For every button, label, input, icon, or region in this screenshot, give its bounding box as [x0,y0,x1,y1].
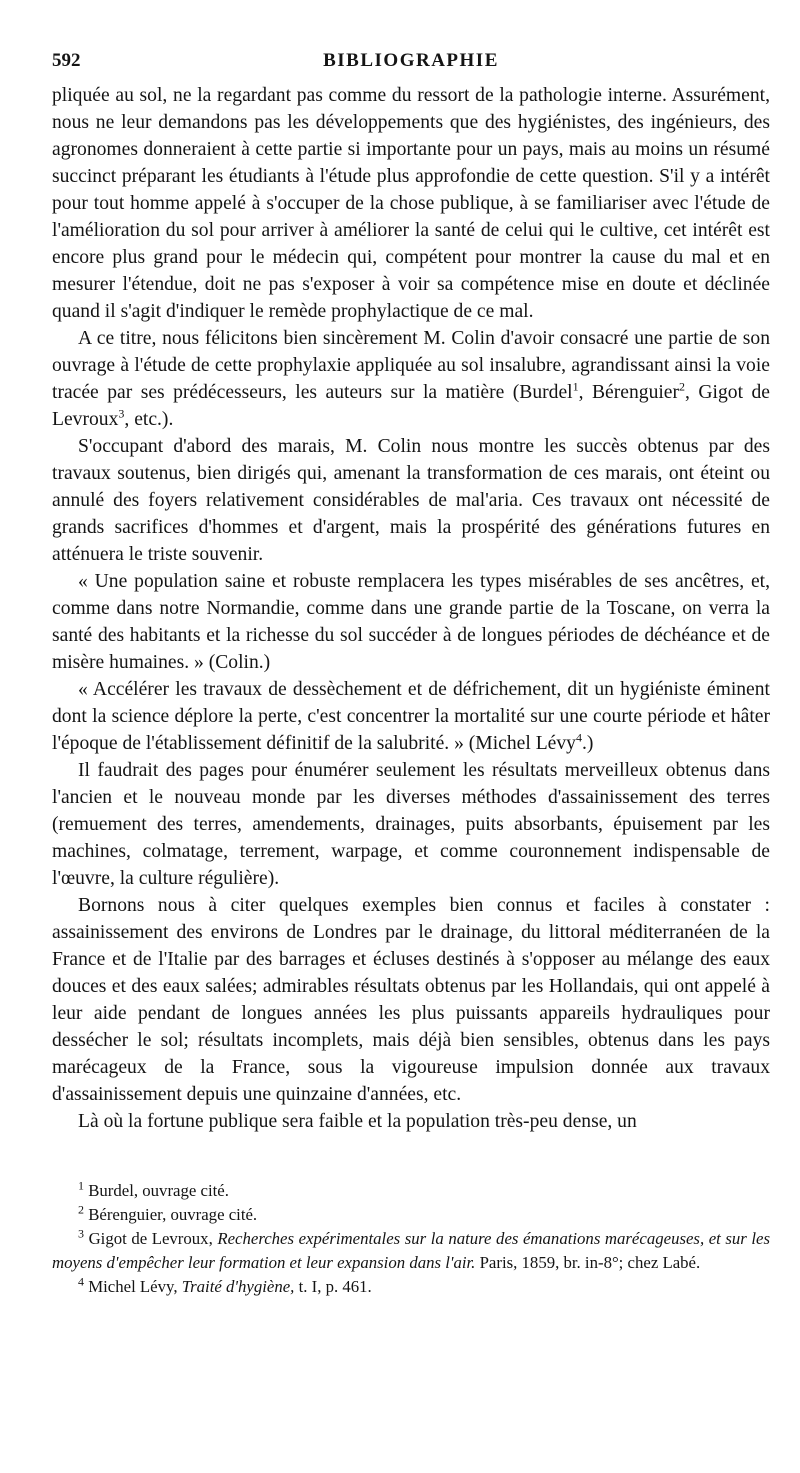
body-text [52,82,770,1135]
footnote [52,1275,770,1299]
text-segment: , etc.). [124,409,174,430]
footnote-text: t. I, p. 461. [294,1277,372,1296]
footnote-ref[interactable]: 2 [679,379,686,394]
footnote-text: Paris, 1859, br. in-8°; chez Labé. [475,1253,701,1272]
footnote-number: 3 [78,1226,84,1241]
footnote-number: 1 [78,1178,84,1193]
text-segment: « Une population saine et robuste remplacera les types misérables de ses ancêtres, et, comme dans notre Normandie, comme dans une grande partie de la Toscane, on verra la santé des habitants et la richesse du sol succéder à de longues périodes de déchéance et de misère humaines. » (Colin.) [52,571,770,673]
footnote-number: 2 [78,1202,84,1217]
footnote-ref[interactable]: 3 [118,406,125,421]
footnotes [52,1179,770,1299]
paragraph [52,676,770,757]
footnote-ref[interactable]: 4 [575,730,582,745]
footnote-number: 4 [78,1274,84,1289]
text-segment: Bornons nous à citer quelques exemples bien connus et faciles à constater : assainissement des environs de Londres par le drainage, du littoral méditerranéen de la France et de l'Italie par des barrages et écluses destinés à s'opposer au mélange des eaux douces et des eaux salées; admirables résultats obtenus par les Hollandais, qui ont appelé à leur aide pendant de longues années les plus puissants appareils hydrauliques pour dessécher le sol; résultats incomplets, mais déjà bien sensibles, obtenus dans les pays marécageux de la France, sous la vigoureuse impulsion donnée aux travaux d'assainissement depuis une quinzaine d'années, etc. [52,895,770,1105]
text-segment: , Gigot de Levroux [52,382,770,430]
paragraph [52,433,770,568]
page-header [52,0,770,82]
page-number: 592 [52,50,81,71]
footnote-text: Gigot de Levroux, [88,1229,218,1248]
running-title: BIBLIOGRAPHIE [323,50,499,71]
text-segment: Il faudrait des pages pour énumérer seulement les résultats merveilleux obtenus dans l'ancien et le nouveau monde par les diverses méthodes d'assainissement des terres (remuement des terres, amendements, drainages, puits absorbants, épuisement par les machines, colmatage, terrement, warpage, et comme couronnement indispensable de l'œuvre, la culture régulière). [52,760,770,889]
footnote-title: Recherches expérimentales sur la nature des émanations marécageuses, et sur les moyens d'empêcher leur formation et leur expansion dans l'air. [52,1229,771,1272]
paragraph [52,325,770,433]
text-segment: A ce titre, nous félicitons bien sincèrement M. Colin d'avoir consacré une partie de son ouvrage à l'étude de cette prophylaxie appliquée au sol insalubre, agrandissant ainsi la voie tracée par ses prédécesseurs, les auteurs sur la matière (Burdel [52,328,770,403]
text-segment: .) [581,733,594,754]
text-segment: Là où la fortune publique sera faible et la population très-peu dense, un [78,1111,637,1132]
footnote [52,1227,770,1275]
paragraph [52,1108,770,1135]
footnote-title: Traité d'hygiène, [181,1277,295,1296]
footnote [52,1203,770,1227]
text-segment: pliquée au sol, ne la regardant pas comme du ressort de la pathologie interne. Assurément, nous ne leur demandons pas les développements que des hygiénistes, des ingénieurs, des agronomes donneraient à cette partie si importante pour un pays, mais au moins un résumé succinct préparant les étudiants à l'étude plus approfondie de cette question. S'il y a intérêt pour tout homme appelé à s'occuper de la chose publique, à se familiariser avec l'étude de l'amélioration du sol pour arriver à améliorer la santé de celui qui le cultive, cet intérêt est encore plus grand pour le médecin qui, compétent pour montrer la cause du mal et en mesurer l'étendue, doit ne pas s'exposer à voir sa compétence mise en doute et déclinée quand il s'agit d'indiquer le remède prophylactique de ce mal. [52,85,770,322]
paragraph [52,892,770,1108]
text-segment: S'occupant d'abord des marais, M. Colin nous montre les succès obtenus par des travaux soutenus, bien dirigés qui, amenant la transformation de ces marais, ont éteint ou annulé des foyers relativement considérables de mal'aria. Ces travaux ont nécessité de grands sacrifices d'hommes et d'argent, mais la prospérité des générations futures en atténuera le triste souvenir. [52,436,770,565]
paragraph [52,757,770,892]
footnote-text: Michel Lévy, [88,1277,182,1296]
footnote-ref[interactable]: 1 [572,379,579,394]
text-segment: « Accélérer les travaux de dessèchement et de défrichement, dit un hygiéniste éminent dont la science déplore la perte, c'est concentrer la mortalité sur une courte période et hâter l'époque de l'établissement définitif de la salubrité. » (Michel Lévy [52,679,770,754]
text-segment: , Bérenguier [578,382,680,403]
paragraph [52,82,770,325]
footnote-text: Burdel, ouvrage cité. [88,1181,229,1200]
footnote-text: Bérenguier, ouvrage cité. [88,1205,258,1224]
footnote [52,1179,770,1203]
paragraph [52,568,770,676]
